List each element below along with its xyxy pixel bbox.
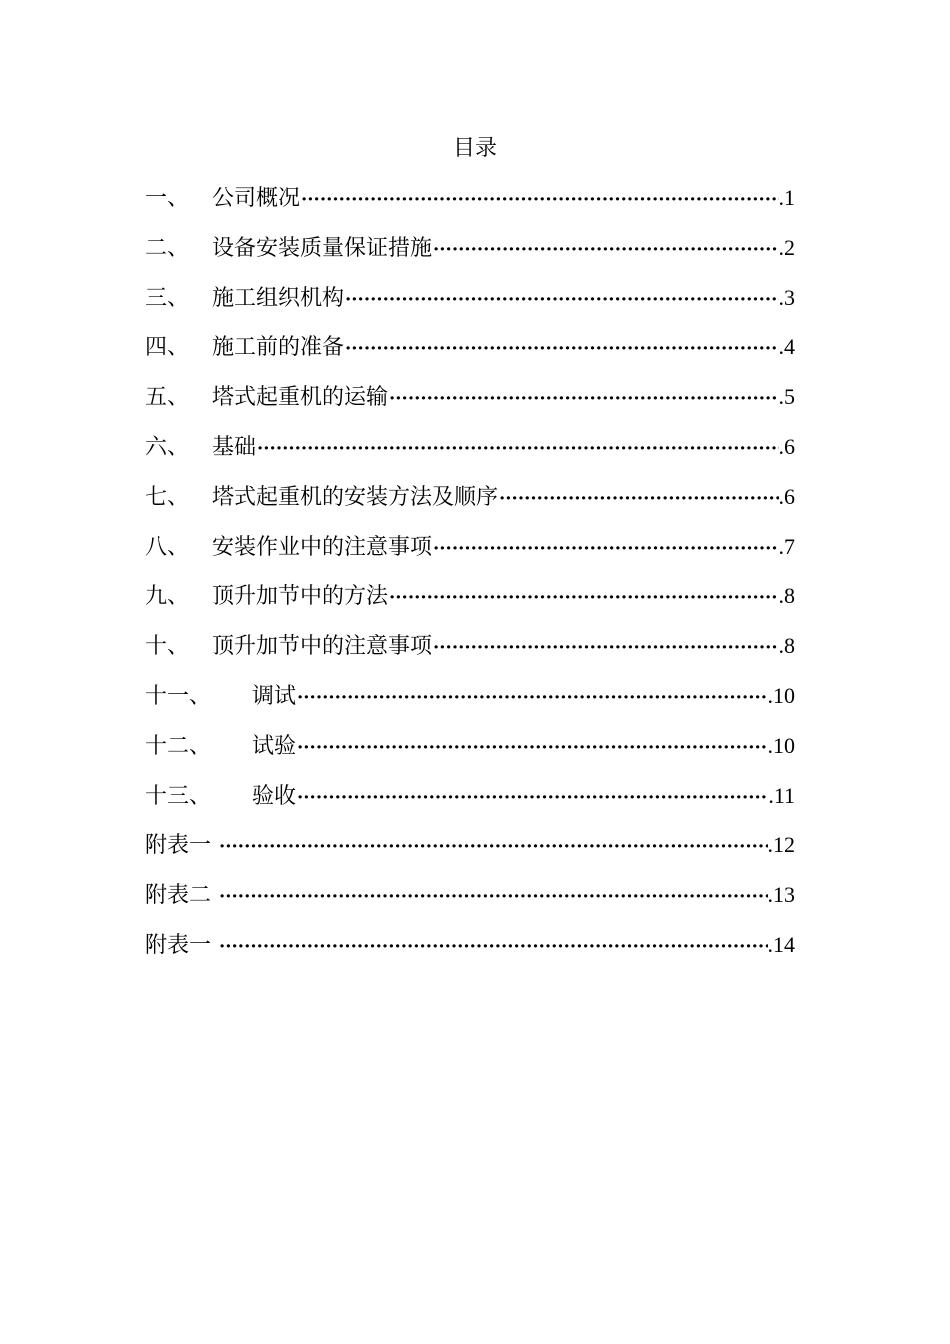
toc-entry-page: .10 (767, 682, 795, 708)
toc-entry-number: 五、 (145, 385, 190, 411)
toc-entry[interactable] (145, 278, 795, 328)
toc-entry-title: 调试 (252, 683, 297, 709)
dot-leader (345, 280, 778, 320)
toc-entry[interactable] (145, 576, 795, 626)
toc-entry-title: 试验 (252, 733, 297, 759)
toc-entry-title: 基础 (212, 434, 257, 460)
toc-entry-title: 附表二 (145, 883, 218, 909)
toc-entry[interactable] (145, 726, 795, 776)
toc-entry[interactable] (145, 178, 795, 228)
toc-entry-page: .11 (768, 782, 795, 808)
toc-entry-title: 附表一 (145, 833, 218, 859)
toc-entry[interactable] (145, 527, 795, 577)
toc-entry-number: 十三、 (145, 783, 212, 809)
toc-entry-number: 二、 (145, 235, 190, 261)
dot-leader (433, 628, 778, 668)
toc-entry-page: .2 (778, 234, 795, 260)
dot-leader (499, 479, 778, 519)
toc-entry-number: 三、 (145, 285, 190, 311)
toc-entry[interactable] (145, 776, 795, 826)
toc-entry-number: 十一、 (145, 683, 212, 709)
toc-entry[interactable] (145, 875, 795, 925)
dot-leader (257, 429, 778, 469)
toc-entry-title: 安装作业中的注意事项 (212, 534, 433, 560)
toc-entry-page: .13 (767, 882, 795, 908)
dot-leader (219, 827, 768, 867)
toc-entry-page: .10 (767, 732, 795, 758)
toc-entry-number: 九、 (145, 584, 190, 610)
toc-entry-title: 设备安装质量保证措施 (212, 235, 433, 261)
toc-entry-title: 施工组织机构 (212, 285, 345, 311)
dot-leader (219, 877, 768, 917)
toc-entry-title: 附表一 (145, 932, 218, 958)
dot-leader (297, 728, 767, 768)
toc-entry-page: .14 (767, 931, 795, 957)
toc-entry-title: 塔式起重机的运输 (212, 385, 389, 411)
toc-entry[interactable] (145, 377, 795, 427)
dot-leader (433, 230, 778, 270)
dot-leader (389, 379, 778, 419)
dot-leader (345, 329, 778, 369)
table-of-contents (145, 178, 795, 975)
toc-entry-number: 十二、 (145, 733, 212, 759)
toc-entry-page: .4 (778, 334, 795, 360)
toc-entry[interactable] (145, 825, 795, 875)
dot-leader (297, 778, 768, 818)
toc-entry-title: 公司概况 (212, 186, 301, 211)
toc-entry[interactable] (145, 676, 795, 726)
toc-entry-page: .8 (778, 583, 795, 609)
toc-entry-page: .7 (778, 533, 795, 559)
toc-entry-page: .1 (778, 185, 795, 210)
toc-entry-number: 七、 (145, 484, 190, 510)
toc-entry-title: 顶升加节中的方法 (212, 584, 389, 610)
toc-entry[interactable] (145, 327, 795, 377)
toc-entry-title: 塔式起重机的安装方法及顺序 (212, 484, 499, 510)
dot-leader (301, 180, 778, 220)
toc-entry-page: .12 (767, 832, 795, 858)
toc-entry-number: 八、 (145, 534, 190, 560)
toc-entry-page: .5 (778, 384, 795, 410)
toc-entry-number: 六、 (145, 434, 190, 460)
toc-entry-title: 顶升加节中的注意事项 (212, 634, 433, 660)
toc-entry-page: .6 (778, 433, 795, 459)
toc-entry-number: 十、 (145, 634, 190, 660)
toc-entry-title: 施工前的准备 (212, 335, 345, 361)
toc-title: 目录 (452, 136, 497, 161)
toc-entry[interactable] (145, 477, 795, 527)
toc-entry-title: 验收 (252, 783, 297, 809)
dot-leader (297, 678, 767, 718)
dot-leader (219, 927, 768, 967)
toc-entry[interactable] (145, 228, 795, 278)
dot-leader (389, 578, 778, 618)
dot-leader (433, 529, 778, 569)
toc-entry[interactable] (145, 427, 795, 477)
toc-entry-page: .3 (778, 284, 795, 310)
toc-entry[interactable] (145, 925, 795, 975)
toc-entry-number: 四、 (145, 335, 190, 361)
toc-entry[interactable] (145, 626, 795, 676)
toc-entry-page: .6 (778, 483, 795, 509)
toc-entry-page: .8 (778, 633, 795, 659)
toc-entry-number: 一、 (145, 186, 190, 211)
